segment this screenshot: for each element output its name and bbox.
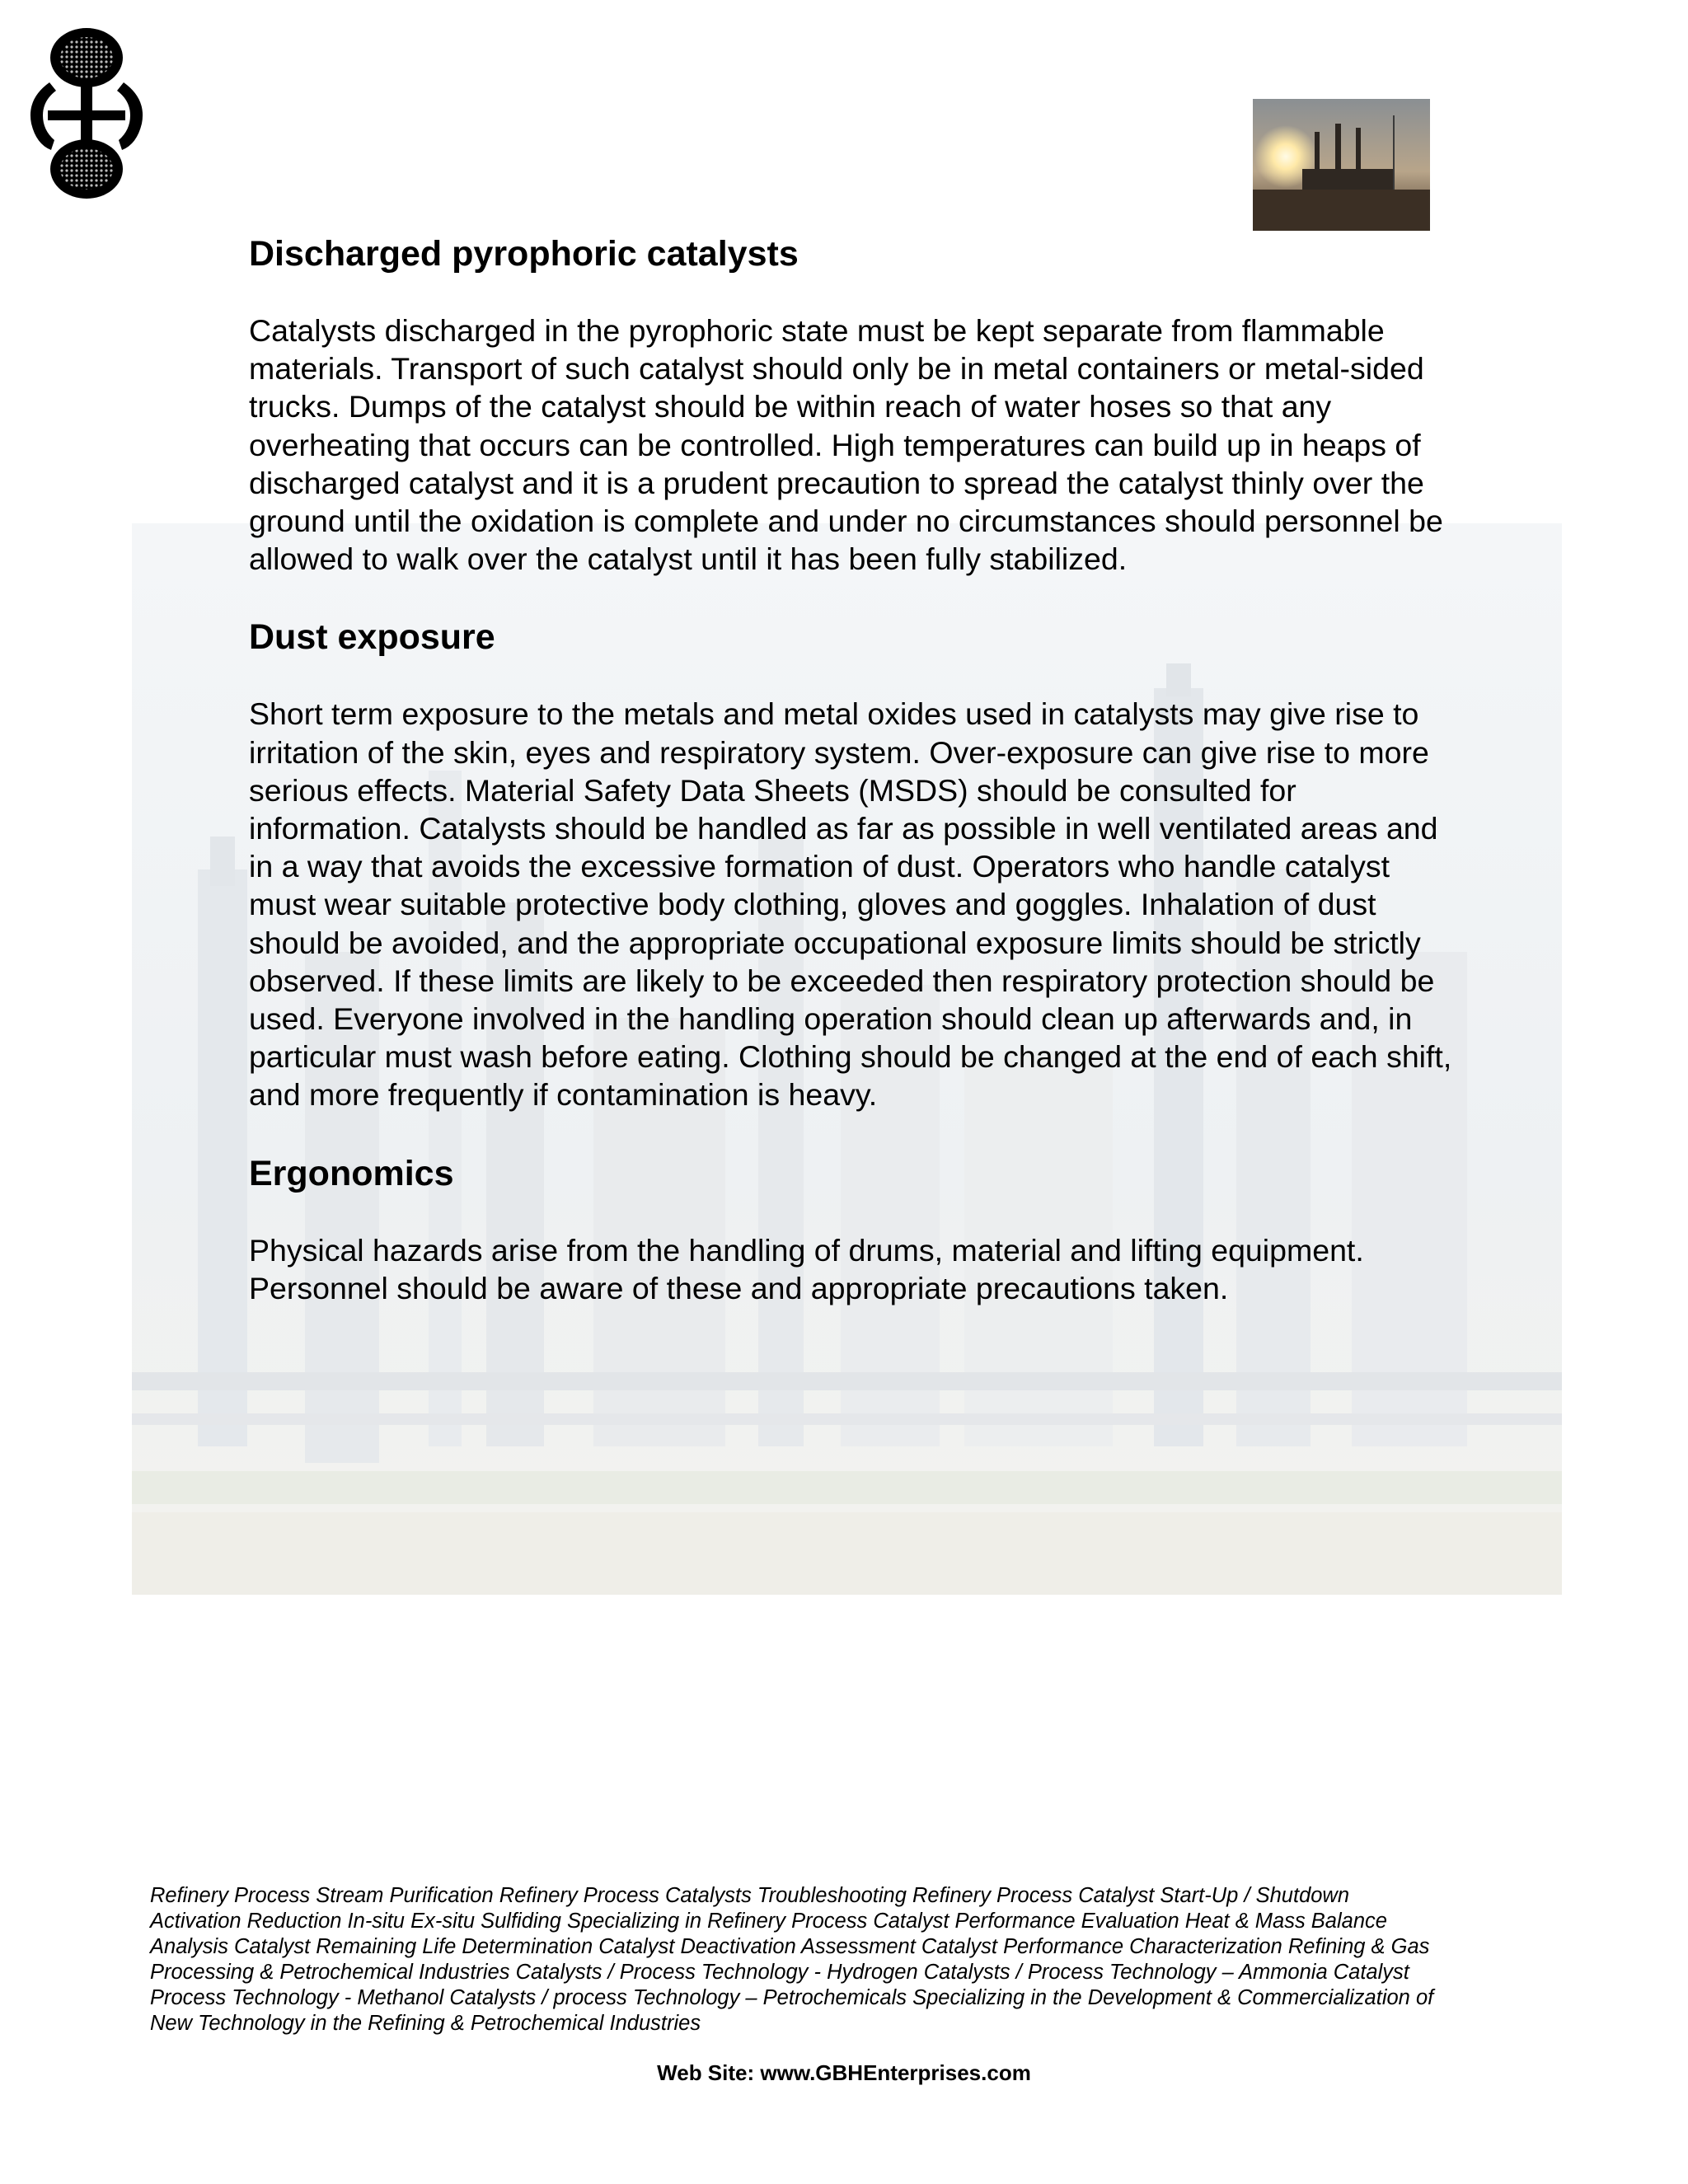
section-heading-ergonomics: Ergonomics [249,1153,454,1193]
gbh-logo-icon [25,25,148,202]
section-body-ergonomics: Physical hazards arise from the handling of drums, material and lifting equipment. Personnel should be aware of these and appropriate precautions taken. [249,1232,1364,1305]
section-heading-dust: Dust exposure [249,617,495,658]
section-body-dust: Short term exposure to the metals and metal oxides used in catalysts may give rise to irritation of the skin, eyes and respiratory system. Over-exposure can give rise to more serious effects. Material Safety Data Sheets (MSDS) should be consulted for information. Catalysts should be handled as far as possible in well ventilated areas and in a way that avoids the excessive formation of dust. Operators who handle catalyst must wear suitable protective body clothing, gloves and goggles. Inhalation of dust should be avoided, and the appropriate occupational exposure limits should be strictly observed. If these limits are likely to be exceeded then respiratory protection should be used. Everyone involved in the handling operation should clean up afterwards and, in particular must wash before eating. Clothing should be changed at the end of each shift, and more frequently if contamination is heavy. [249,696,1452,1113]
footer-services: Refinery Process Stream Purification Refinery Process Catalysts Troubleshooting Refinery Process Catalyst Start-Up / Shutdown Activation Reduction In-situ Ex-situ Sulfiding Specializing in Refinery Process Catalyst Performance Evaluation Heat & Mass Balance Analysis Catalyst Remaining Life Determination Catalyst Deactivation Assessment Catalyst Performance Characterization Refining & Gas Processing & Petrochemical Industries Catalysts / Process Technology - Hydrogen Catalysts / Process Technology – Ammonia Catalyst Process Technology - Methanol Catalysts / process Technology – Petrochemicals Specializing in the Development & Commercialization of New Technology in the Refining & Petrochemical Industries [150,1884,1434,2035]
section-body-pyrophoric: Catalysts discharged in the pyrophoric state must be kept separate from flammable materials. Transport of such catalyst should only be in metal containers or metal-sided trucks. Dumps of the catalyst should be within reach of water hoses so that any overheating that occurs can be controlled. High temperatures can build up in heaps of discharged catalyst and it is a prudent precaution to spread the catalyst thinly over the ground until the oxidation is complete and under no circumstances should personnel be allowed to walk over the catalyst until it has been fully stabilized. [249,313,1443,577]
refinery-sunset-photo [1253,99,1430,231]
footer-website[interactable]: Web Site: www.GBHEnterprises.com [657,2060,1031,2085]
section-heading-pyrophoric: Discharged pyrophoric catalysts [249,234,799,274]
document-body [249,223,1452,1307]
